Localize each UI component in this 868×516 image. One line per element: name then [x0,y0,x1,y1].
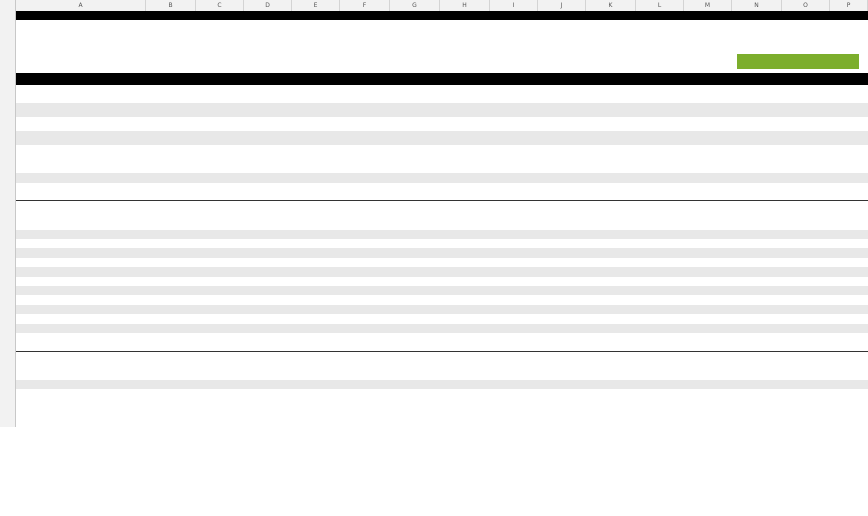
row-header-3[interactable] [0,34,16,44]
row-24 [16,248,868,257]
row-header-8[interactable] [0,85,16,94]
row-header-11[interactable] [0,117,16,131]
row-22 [16,230,868,239]
column-header-c[interactable]: C [196,0,244,11]
row-header-40[interactable] [0,399,16,408]
column-header-m[interactable]: M [684,0,732,11]
row-header-6[interactable] [0,64,16,73]
row-1 [16,11,868,20]
row-header-31[interactable] [0,314,16,323]
row-header-30[interactable] [0,305,16,314]
row-11 [16,117,868,131]
row-33 [16,333,868,342]
row-28 [16,286,868,295]
row-header-23[interactable] [0,239,16,248]
row-21 [16,220,868,229]
row-15 [16,164,868,173]
row-header-41[interactable] [0,408,16,417]
row-header-2[interactable] [0,20,16,34]
column-header-j[interactable]: J [538,0,586,11]
select-all-corner[interactable] [0,0,16,11]
row-header-39[interactable] [0,389,16,398]
row-header-12[interactable] [0,131,16,145]
row-35 [16,352,868,361]
row-26 [16,267,868,276]
row-18 [16,192,868,201]
row-header-25[interactable] [0,258,16,267]
row-header-24[interactable] [0,248,16,257]
row-header-33[interactable] [0,333,16,342]
row-header-37[interactable] [0,371,16,380]
row-29 [16,295,868,304]
column-header-k[interactable]: K [586,0,636,11]
row-27 [16,277,868,286]
row-30 [16,305,868,314]
column-header-l[interactable]: L [636,0,684,11]
column-header-o[interactable]: O [782,0,830,11]
column-header-b[interactable]: B [146,0,196,11]
row-header-10[interactable] [0,103,16,117]
row-2 [16,20,868,34]
row-header-36[interactable] [0,361,16,370]
row-7 [16,73,868,85]
row-header-29[interactable] [0,295,16,304]
row-19 [16,201,868,210]
row-32 [16,324,868,333]
row-header-42[interactable] [0,418,16,427]
row-header-32[interactable] [0,324,16,333]
row-header-19[interactable] [0,201,16,210]
row-header-14[interactable] [0,154,16,163]
row-3 [16,34,868,44]
row-42 [16,418,868,427]
row-37 [16,371,868,380]
row-header-4[interactable] [0,44,16,54]
column-header-h[interactable]: H [440,0,490,11]
row-header-27[interactable] [0,277,16,286]
row-header-26[interactable] [0,267,16,276]
row-header-35[interactable] [0,352,16,361]
row-header-17[interactable] [0,183,16,192]
column-header-a[interactable]: A [16,0,146,11]
row-17 [16,183,868,192]
column-header-g[interactable]: G [390,0,440,11]
row-header-1[interactable] [0,11,16,20]
row-12 [16,131,868,145]
cash-flow-chart-button[interactable] [737,54,859,69]
column-header-e[interactable]: E [292,0,340,11]
row-header-38[interactable] [0,380,16,389]
row-header-9[interactable] [0,94,16,103]
row-4 [16,44,868,54]
row-38 [16,380,868,389]
row-header-18[interactable] [0,192,16,201]
column-header-f[interactable]: F [340,0,390,11]
row-header-22[interactable] [0,230,16,239]
row-9 [16,94,868,103]
column-header-n[interactable]: N [732,0,782,11]
row-header-21[interactable] [0,220,16,229]
row-40 [16,399,868,408]
row-header-13[interactable] [0,145,16,154]
column-header-p[interactable]: P [830,0,868,11]
column-header-i[interactable]: I [490,0,538,11]
row-10 [16,103,868,117]
row-header-34[interactable] [0,342,16,351]
row-41 [16,408,868,417]
row-23 [16,239,868,248]
row-39 [16,389,868,398]
row-36 [16,361,868,370]
row-header-15[interactable] [0,164,16,173]
row-20 [16,211,868,220]
column-header-d[interactable]: D [244,0,292,11]
row-header-7[interactable] [0,73,16,85]
row-34 [16,342,868,351]
row-13 [16,145,868,154]
row-14 [16,154,868,163]
row-header-20[interactable] [0,211,16,220]
row-8 [16,85,868,94]
row-header-28[interactable] [0,286,16,295]
row-16 [16,173,868,182]
row-25 [16,258,868,267]
row-31 [16,314,868,323]
row-header-5[interactable] [0,54,16,64]
row-header-16[interactable] [0,173,16,182]
